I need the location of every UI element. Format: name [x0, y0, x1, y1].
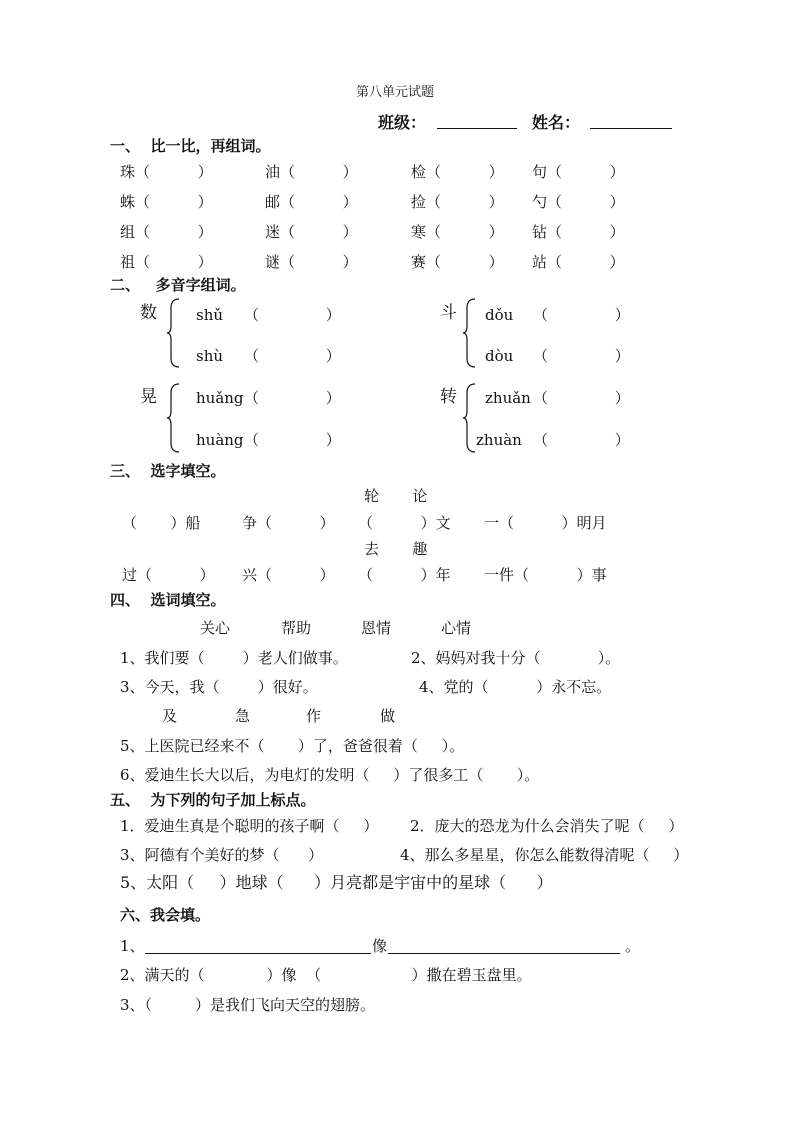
word-choice: 做 — [380, 707, 396, 725]
s3-blank[interactable]: 争（ ） — [242, 514, 335, 532]
s5-sentence[interactable]: 3、阿德有个美好的梦（ ） — [120, 846, 324, 864]
polyphone-char: 晃 — [140, 387, 157, 407]
answer-blank[interactable]: （ ） — [533, 431, 630, 449]
s4-sentence[interactable]: 6、爱迪生长大以后，为电灯的发明（ ）了很多工（ ）。 — [120, 766, 540, 784]
section5-heading: 五、 为下列的句子加上标点。 — [110, 791, 316, 809]
s5-sentence[interactable]: 2．庞大的恐龙为什么会消失了呢（ ） — [410, 817, 684, 835]
s1-cell[interactable]: 寒（ ） — [411, 223, 504, 241]
s4-sentence[interactable]: 4、党的（ ）永不忘。 — [419, 678, 612, 696]
pinyin: huàng — [196, 431, 244, 449]
section2-heading: 二、 多音字组词。 — [110, 276, 246, 294]
s6-sentence[interactable]: 3、（ ）是我们飞向天空的翅膀。 — [120, 996, 375, 1014]
s3-blank[interactable]: 兴（ ） — [242, 566, 335, 584]
class-label: 班级： — [378, 113, 427, 132]
pinyin: dǒu — [485, 306, 514, 324]
word-choice: 恩情 — [361, 619, 392, 637]
s3-blank[interactable]: 过（ ） — [122, 566, 215, 584]
pinyin: zhuàn — [476, 431, 522, 449]
pinyin: dòu — [485, 347, 514, 365]
answer-blank[interactable]: （ ） — [244, 389, 341, 407]
s4-sentence[interactable]: 2、妈妈对我十分（ ）。 — [411, 649, 621, 667]
word-choice: 急 — [235, 707, 251, 725]
s1-cell[interactable]: 邮（ ） — [265, 193, 358, 211]
section6-heading: 六、我会填。 — [120, 906, 211, 924]
s3-blank[interactable]: （ ）船 — [122, 514, 201, 532]
fill-blank[interactable] — [388, 953, 620, 954]
pinyin: huǎng — [196, 389, 244, 407]
polyphone-char: 斗 — [440, 303, 457, 323]
word-choice: 心情 — [441, 619, 472, 637]
name-label: 姓名： — [532, 113, 581, 132]
polyphone-char: 数 — [140, 303, 157, 323]
s6-sentence[interactable]: 2、满天的（ ）像 （ ）撒在碧玉盘里。 — [120, 966, 532, 984]
s1-cell[interactable]: 祖（ ） — [120, 253, 213, 271]
word-choice: 关心 — [200, 619, 231, 637]
s1-cell[interactable]: 钻（ ） — [532, 223, 625, 241]
s5-sentence[interactable]: 5、太阳（ ）地球（ ）月亮都是宇宙中的星球（ ） — [120, 873, 553, 892]
s1-cell[interactable]: 谜（ ） — [265, 253, 358, 271]
polyphone-char: 转 — [440, 387, 457, 407]
word-choice: 及 — [162, 707, 178, 725]
section3-heading: 三、 选字填空。 — [110, 462, 226, 480]
s3-blank[interactable]: 一件（ ）事 — [484, 566, 607, 584]
answer-blank[interactable]: （ ） — [533, 389, 630, 407]
pinyin: shù — [196, 347, 224, 365]
s1-cell[interactable]: 捡（ ） — [411, 193, 504, 211]
s1-cell[interactable]: 站（ ） — [532, 253, 625, 271]
pinyin: zhuǎn — [485, 389, 531, 407]
answer-blank[interactable]: （ ） — [244, 306, 341, 324]
brace-icon — [462, 298, 478, 368]
fill-blank[interactable] — [145, 953, 371, 954]
s5-sentence[interactable]: 1．爱迪生真是个聪明的孩子啊（ ） — [120, 817, 379, 835]
s3-blank[interactable]: （ ）年 — [358, 566, 451, 584]
s6-simile-word: 像 — [372, 937, 388, 955]
brace-icon — [166, 383, 182, 453]
s1-cell[interactable]: 迷（ ） — [265, 223, 358, 241]
s5-sentence[interactable]: 4、那么多星星，你怎么能数得清呢（ ） — [400, 846, 689, 864]
s6-number: 1、 — [120, 937, 145, 955]
pinyin: shǔ — [196, 306, 224, 324]
s1-cell[interactable]: 勺（ ） — [532, 193, 625, 211]
s1-cell[interactable]: 油（ ） — [265, 163, 358, 181]
s4-sentence[interactable]: 1、我们要（ ）老人们做事。 — [120, 649, 348, 667]
s3-blank[interactable]: （ ）文 — [358, 514, 451, 532]
s4-sentence[interactable]: 5、上医院已经来不（ ）了，爸爸很着（ ）。 — [120, 737, 465, 755]
class-blank[interactable] — [437, 128, 517, 129]
s1-cell[interactable]: 赛（ ） — [411, 253, 504, 271]
s3-blank[interactable]: 一（ ）明月 — [484, 514, 607, 532]
section4-heading: 四、 选词填空。 — [110, 591, 226, 609]
s1-cell[interactable]: 蛛（ ） — [120, 193, 213, 211]
answer-blank[interactable]: （ ） — [533, 306, 630, 324]
page-title: 第八单元试题 — [356, 85, 435, 100]
char-choices: 轮 论 — [364, 487, 428, 505]
s1-cell[interactable]: 检（ ） — [411, 163, 504, 181]
s1-cell[interactable]: 组（ ） — [120, 223, 213, 241]
s1-cell[interactable]: 句（ ） — [532, 163, 625, 181]
name-blank[interactable] — [590, 128, 672, 129]
answer-blank[interactable]: （ ） — [244, 431, 341, 449]
word-choice: 帮助 — [281, 619, 312, 637]
answer-blank[interactable]: （ ） — [244, 347, 341, 365]
s6-period: 。 — [625, 937, 641, 955]
section1-heading: 一、 比一比，再组词。 — [110, 137, 271, 155]
s4-sentence[interactable]: 3、今天，我（ ）很好。 — [120, 678, 318, 696]
answer-blank[interactable]: （ ） — [533, 347, 630, 365]
word-choice: 作 — [306, 707, 322, 725]
char-choices: 去 趣 — [364, 540, 428, 558]
s1-cell[interactable]: 珠（ ） — [120, 163, 213, 181]
brace-icon — [166, 298, 182, 368]
